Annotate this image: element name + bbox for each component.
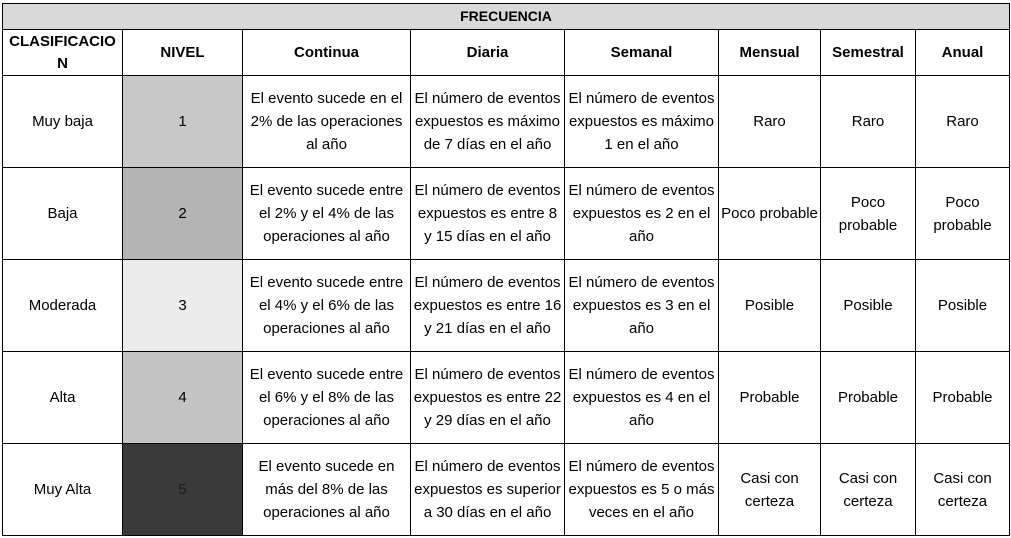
cell-mensual: Raro xyxy=(719,76,821,168)
cell-semestral: Poco probable xyxy=(821,168,916,260)
table-row xyxy=(3,444,1010,536)
table-title: FRECUENCIA xyxy=(3,4,1010,30)
cell-nivel: 5 xyxy=(123,444,243,536)
cell-mensual: Casi con certeza xyxy=(719,444,821,536)
cell-diaria: El número de eventos expuestos es superior a 30 días en el año xyxy=(411,444,565,536)
cell-diaria: El número de eventos expuestos es máximo de 7 días en el año xyxy=(411,76,565,168)
cell-nivel: 1 xyxy=(123,76,243,168)
cell-diaria: El número de eventos expuestos es entre 8 y 15 días en el año xyxy=(411,168,565,260)
cell-semanal: El número de eventos expuestos es 4 en el año xyxy=(565,352,719,444)
header-anual: Anual xyxy=(916,29,1010,75)
cell-semanal: El número de eventos expuestos es 5 o más veces en el año xyxy=(565,444,719,536)
cell-semanal: El número de eventos expuestos es 2 en el año xyxy=(565,168,719,260)
header-semestral: Semestral xyxy=(821,29,916,75)
cell-continua: El evento sucede entre el 2% y el 4% de las operaciones al año xyxy=(243,168,411,260)
cell-diaria: El número de eventos expuestos es entre 22 y 29 días en el año xyxy=(411,352,565,444)
cell-semestral: Posible xyxy=(821,260,916,352)
cell-diaria: El número de eventos expuestos es entre 16 y 21 días en el año xyxy=(411,260,565,352)
header-clasificacion: CLASIFICACIO N xyxy=(3,29,123,75)
frequency-table xyxy=(2,3,1010,536)
table-row xyxy=(3,260,1010,352)
cell-nivel: 4 xyxy=(123,352,243,444)
header-nivel: NIVEL xyxy=(123,29,243,75)
cell-continua: El evento sucede en más del 8% de las operaciones al año xyxy=(243,444,411,536)
header-row xyxy=(3,29,1010,75)
cell-semestral: Probable xyxy=(821,352,916,444)
cell-anual: Raro xyxy=(916,76,1010,168)
header-diaria: Diaria xyxy=(411,29,565,75)
header-semanal: Semanal xyxy=(565,29,719,75)
cell-clasificacion: Moderada xyxy=(3,260,123,352)
table-row xyxy=(3,352,1010,444)
cell-semestral: Casi con certeza xyxy=(821,444,916,536)
cell-continua: El evento sucede en el 2% de las operaciones al año xyxy=(243,76,411,168)
table-row xyxy=(3,76,1010,168)
cell-clasificacion: Alta xyxy=(3,352,123,444)
cell-semanal: El número de eventos expuestos es 3 en el año xyxy=(565,260,719,352)
cell-mensual: Poco probable xyxy=(719,168,821,260)
cell-continua: El evento sucede entre el 4% y el 6% de las operaciones al año xyxy=(243,260,411,352)
cell-clasificacion: Muy Alta xyxy=(3,444,123,536)
cell-continua: El evento sucede entre el 6% y el 8% de las operaciones al año xyxy=(243,352,411,444)
cell-anual: Poco probable xyxy=(916,168,1010,260)
cell-anual: Casi con certeza xyxy=(916,444,1010,536)
cell-mensual: Posible xyxy=(719,260,821,352)
cell-semestral: Raro xyxy=(821,76,916,168)
cell-mensual: Probable xyxy=(719,352,821,444)
cell-anual: Posible xyxy=(916,260,1010,352)
header-mensual: Mensual xyxy=(719,29,821,75)
cell-clasificacion: Muy baja xyxy=(3,76,123,168)
cell-clasificacion: Baja xyxy=(3,168,123,260)
cell-nivel: 3 xyxy=(123,260,243,352)
header-continua: Continua xyxy=(243,29,411,75)
cell-nivel: 2 xyxy=(123,168,243,260)
cell-semanal: El número de eventos expuestos es máximo 1 en el año xyxy=(565,76,719,168)
cell-anual: Probable xyxy=(916,352,1010,444)
table-row xyxy=(3,168,1010,260)
